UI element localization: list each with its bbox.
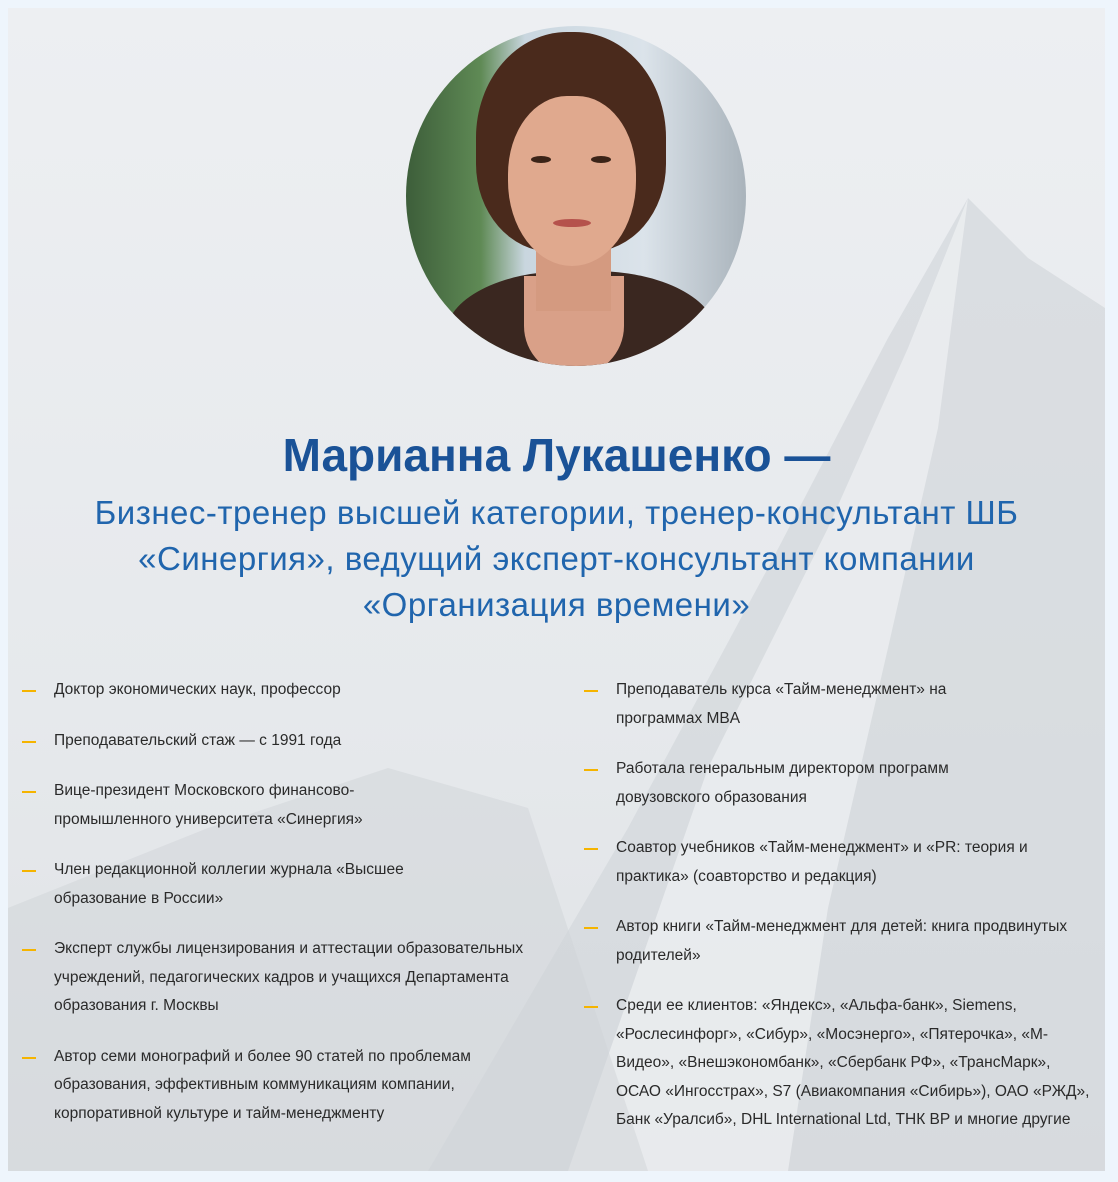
list-item <box>22 856 484 913</box>
list-item <box>584 913 1076 970</box>
item-text: Среди ее клиентов: «Яндекс», «Альфа-банк», Siemens, «Рослесинфорг», «Сибур», «Мосэнерго», «Пятерочка», «М-Видео», «Внешэкономбанк», «Сбербанк РФ», «ТрансМарк», ОСАО «Ингосстрах», S7 (Авиакомпания «Сибирь»), ОАО «РЖД», Банк «Уралсиб», DHL International Ltd, ТНК BP и многие другие <box>616 997 1090 1128</box>
item-text: Автор семи монографий и более 90 статей по проблемам образования, эффективным коммуникациям компании, корпоративной культуре и тайм-менеджменту <box>54 1047 471 1122</box>
item-text: Эксперт службы лицензирования и аттестации образовательных учреждений, педагогических кадров и учащихся Департамента образования г. Москвы <box>54 940 524 1014</box>
speaker-subtitle: Бизнес-тренер высшей категории, тренер-консультант ШБ «Синергия», ведущий эксперт-консультант компании «Организация времени» <box>94 494 1019 623</box>
list-item <box>22 676 542 705</box>
dash-bullet-icon <box>584 769 598 771</box>
item-text: Член редакционной коллегии журнала «Высшее образование в России» <box>54 861 404 907</box>
dash-bullet-icon <box>22 1057 36 1059</box>
dash-bullet-icon <box>584 848 598 850</box>
dash-bullet-icon <box>22 870 36 872</box>
item-text: Доктор экономических наук, профессор <box>54 681 341 698</box>
item-text: Преподавательский стаж — с 1991 года <box>54 731 342 749</box>
list-item <box>584 992 1099 1135</box>
bio-list-right <box>584 676 1099 1157</box>
item-text: Автор книги «Тайм-менеджмент для детей: книга продвинутых родителей» <box>616 918 1068 964</box>
item-text: Преподаватель курса «Тайм-менеджмент» на программах MBA <box>616 681 947 727</box>
list-item <box>584 755 1036 812</box>
dash-bullet-icon <box>584 1006 598 1008</box>
dash-bullet-icon <box>22 741 36 743</box>
dash-bullet-icon <box>584 927 598 929</box>
speaker-panel <box>8 8 1105 1171</box>
dash-bullet-icon <box>584 690 598 692</box>
list-item <box>584 676 1016 733</box>
list-item <box>22 777 414 834</box>
dash-bullet-icon <box>22 949 36 951</box>
item-text: Соавтор учебников «Тайм-менеджмент» и «PR: теория и практика» (соавторство и редакция) <box>616 839 1028 885</box>
speaker-photo <box>406 26 746 366</box>
dash-bullet-icon <box>22 791 36 793</box>
bio-list-left <box>22 676 542 1150</box>
item-text: Вице-президент Московского финансово-промышленного университета «Синергия» <box>54 782 363 828</box>
dash-bullet-icon <box>22 690 36 692</box>
speaker-name: Марианна Лукашенко — <box>282 429 831 481</box>
list-item <box>22 727 542 756</box>
list-item <box>22 935 542 1021</box>
item-text: Работала генеральным директором программ довузовского образования <box>616 760 949 806</box>
list-item <box>584 834 1099 891</box>
list-item <box>22 1043 542 1129</box>
